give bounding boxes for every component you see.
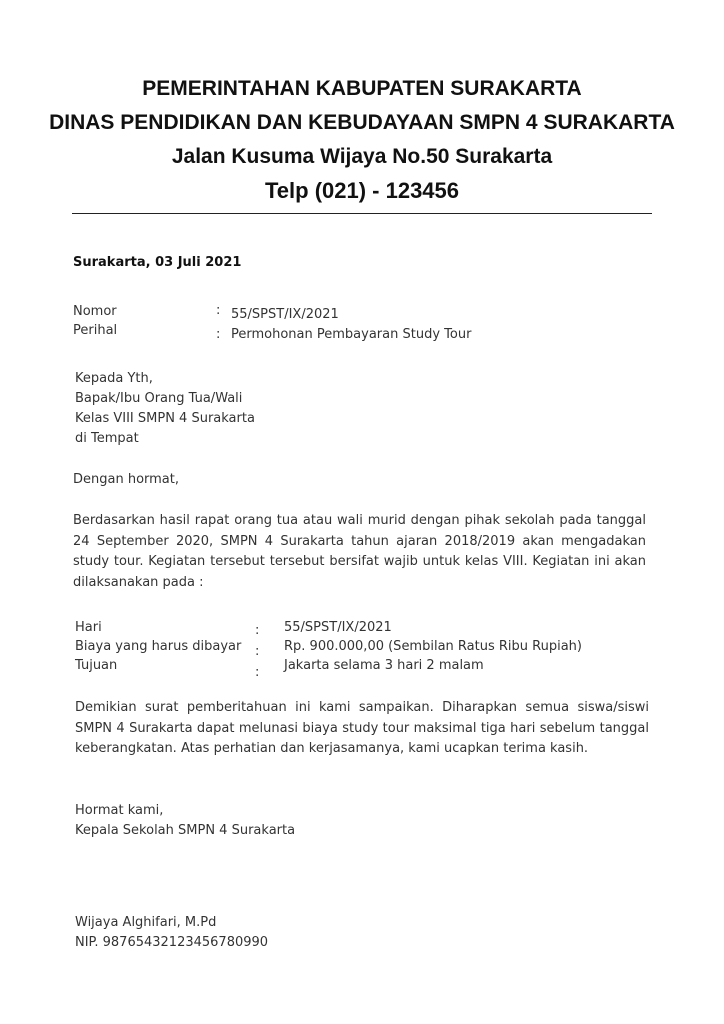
signoff-line-1: Hormat kami, xyxy=(75,803,164,818)
signoff-line-2: Kepala Sekolah SMPN 4 Surakarta xyxy=(75,823,296,838)
closing-paragraph: Demikian surat pemberitahuan ini kami sampaikan. Diharapkan semua siswa/siswi SMPN 4 Surakarta dapat melunasi biaya study tour maksimal tiga hari sebelum tanggal keberangkatan. Atas perhatian dan kerjasamanya, kami ucapkan terima kasih. xyxy=(75,700,649,756)
signatory-block xyxy=(75,913,268,953)
letterhead-office: DINAS PENDIDIKAN DAN KEBUDAYAAN SMPN 4 SURAKARTA xyxy=(49,111,675,134)
hari-colon: : xyxy=(255,623,260,638)
recipient-line-1: Kepada Yth, xyxy=(75,371,153,386)
biaya-colon: : xyxy=(255,644,260,659)
tujuan-colon: : xyxy=(255,665,260,680)
signoff-block xyxy=(75,801,295,841)
signatory-nip: NIP. 98765432123456780990 xyxy=(75,935,269,950)
recipient-line-4: di Tempat xyxy=(75,431,139,446)
letterhead-divider xyxy=(72,213,652,214)
signatory-name: Wijaya Alghifari, M.Pd xyxy=(75,915,217,930)
hari-value: 55/SPST/IX/2021 xyxy=(284,620,392,635)
nomor-value: 55/SPST/IX/2021 xyxy=(231,307,339,322)
nomor-colon: : xyxy=(216,303,221,318)
tujuan-label: Tujuan xyxy=(75,658,118,673)
body-paragraph: Berdasarkan hasil rapat orang tua atau wali murid dengan pihak sekolah pada tanggal 24 September 2020, SMPN 4 Surakarta tahun ajaran 2018/2019 akan mengadakan study tour. Kegiatan tersebut tersebut bersifat wajib untuk kelas VIII. Kegiatan ini akan dilaksanakan pada : xyxy=(73,513,646,590)
letterhead-phone: Telp (021) - 123456 xyxy=(264,178,460,203)
perihal-colon: : xyxy=(216,327,221,342)
recipient-line-2: Bapak/Ibu Orang Tua/Wali xyxy=(75,391,243,406)
letterhead-address: Jalan Kusuma Wijaya No.50 Surakarta xyxy=(171,145,553,168)
letterhead-government: PEMERINTAHAN KABUPATEN SURAKARTA xyxy=(142,77,582,100)
recipient-block xyxy=(75,369,255,449)
perihal-label: Perihal xyxy=(73,323,118,338)
letter-date: Surakarta, 03 Juli 2021 xyxy=(73,255,242,270)
tujuan-value: Jakarta selama 3 hari 2 malam xyxy=(284,658,484,673)
salutation: Dengan hormat, xyxy=(73,472,180,487)
hari-label: Hari xyxy=(75,620,102,635)
biaya-label: Biaya yang harus dibayar xyxy=(75,639,242,654)
perihal-value: Permohonan Pembayaran Study Tour xyxy=(231,327,472,342)
nomor-label: Nomor xyxy=(73,304,117,319)
biaya-value: Rp. 900.000,00 (Sembilan Ratus Ribu Rupiah) xyxy=(284,639,582,654)
letterhead xyxy=(0,72,724,208)
recipient-line-3: Kelas VIII SMPN 4 Surakarta xyxy=(75,411,255,426)
